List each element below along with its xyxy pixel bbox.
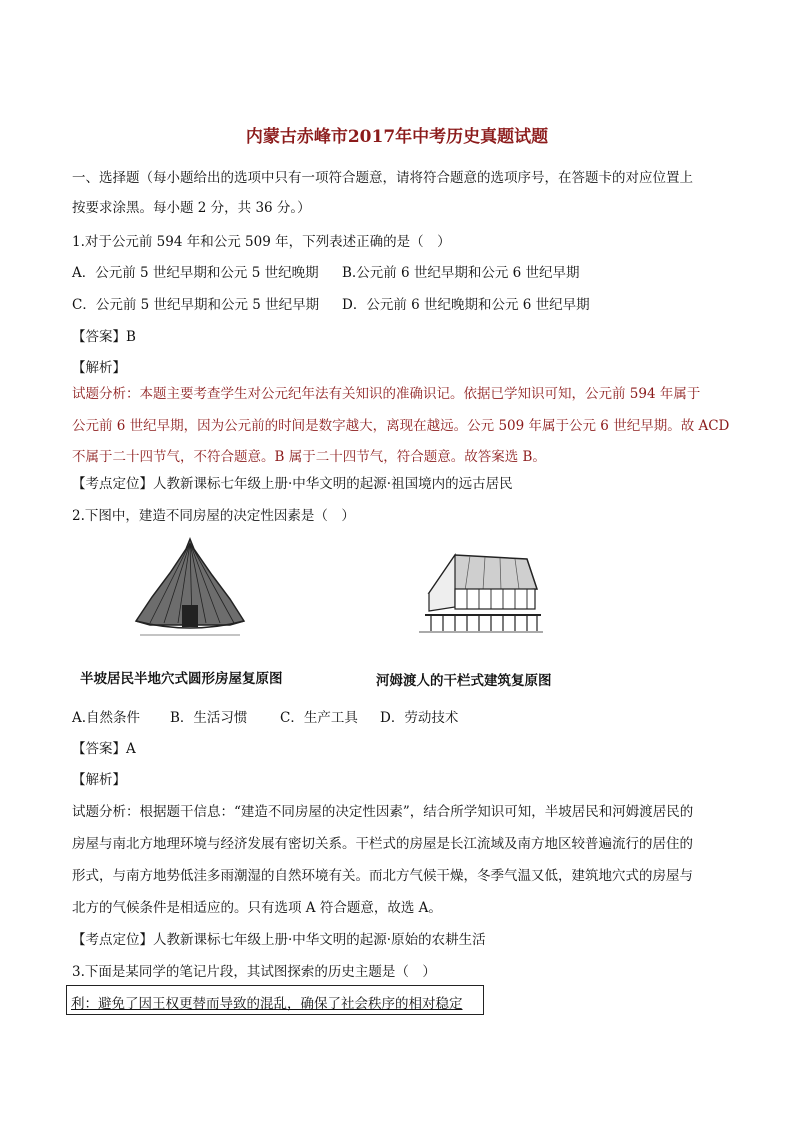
q3-stem: 3.下面是某同学的笔记片段，其试图探索的历史主题是（ ） [72,964,436,980]
page-title: 内蒙古赤峰市2017年中考历史真题试题 [245,127,549,147]
q2-option-a: A.自然条件 [72,710,141,726]
q1-analysis-label: 【解析】 [72,360,126,376]
q2-analysis-line-1: 试题分析：根据题干信息：“建造不同房屋的决定性因素”，结合所学知识可知，半坡居民和河姆渡居民的 [72,804,694,820]
q1-answer: 【答案】B [72,329,136,345]
q2-analysis-line-2: 房屋与南北方地理环境与经济发展有密切关系。干栏式的房屋是长江流域及南方地区较普遍流行的居住的 [72,836,693,852]
q2-analysis-line-4: 北方的气候条件是相适应的。只有选项 A 符合题意，故选 A。 [72,900,442,916]
section-instructions-line-1: 一、选择题（每小题给出的选项中只有一项符合题意，请将符合题意的选项序号，在答题卡的对应位置上 [72,170,693,186]
q2-stem: 2.下图中，建造不同房屋的决定性因素是（ ） [72,508,355,524]
q1-option-b: B.公元前 6 世纪早期和公元 6 世纪早期 [342,265,580,281]
caption-banpo: 半坡居民半地穴式圆形房屋复原图 [80,671,283,687]
q1-analysis-line-2: 公元前 6 世纪早期，因为公元前的时间是数字越大，离现在越远。公元 509 年属于公元 6 世纪早期。故 ACD [72,418,730,434]
caption-hemudu: 河姆渡人的干栏式建筑复原图 [376,673,552,689]
q1-option-c: C．公元前 5 世纪早期和公元 5 世纪早期 [72,297,320,313]
q2-option-c: C．生产工具 [280,710,358,726]
q2-option-d: D．劳动技术 [380,710,459,726]
q3-note-box [66,985,484,1015]
q1-kaodian: 【考点定位】人教新课标七年级上册·中华文明的起源·祖国境内的远古居民 [72,476,513,492]
q1-option-d: D．公元前 6 世纪晚期和公元 6 世纪早期 [342,297,590,313]
q1-stem: 1.对于公元前 594 年和公元 509 年，下列表述正确的是（ ） [72,234,451,250]
q2-kaodian: 【考点定位】人教新课标七年级上册·中华文明的起源·原始的农耕生活 [72,932,486,948]
q2-analysis-label: 【解析】 [72,772,126,788]
q1-analysis-line-3: 不属于二十四节气，不符合题意。B 属于二十四节气，符合题意。故答案选 B。 [72,449,546,465]
q2-analysis-line-3: 形式，与南方地势低洼多雨潮湿的自然环境有关。而北方气候干燥，冬季气温又低，建筑地穴式的房屋与 [72,868,693,884]
q1-option-a: A．公元前 5 世纪早期和公元 5 世纪晚期 [72,265,319,281]
banpo-round-hut-illustration [130,535,250,645]
hemudu-stilt-house-illustration [415,545,545,640]
q1-analysis-line-1: 试题分析：本题主要考查学生对公元纪年法有关知识的准确识记。依据已学知识可知，公元前 594 年属于 [72,386,701,402]
q2-answer: 【答案】A [72,741,136,757]
q3-note-text: 利：避免了因王权更替而导致的混乱，确保了社会秩序的相对稳定 [71,996,463,1012]
section-instructions-line-2: 按要求涂黑。每小题 2 分，共 36 分。） [72,200,311,216]
q2-option-b: B．生活习惯 [170,710,248,726]
